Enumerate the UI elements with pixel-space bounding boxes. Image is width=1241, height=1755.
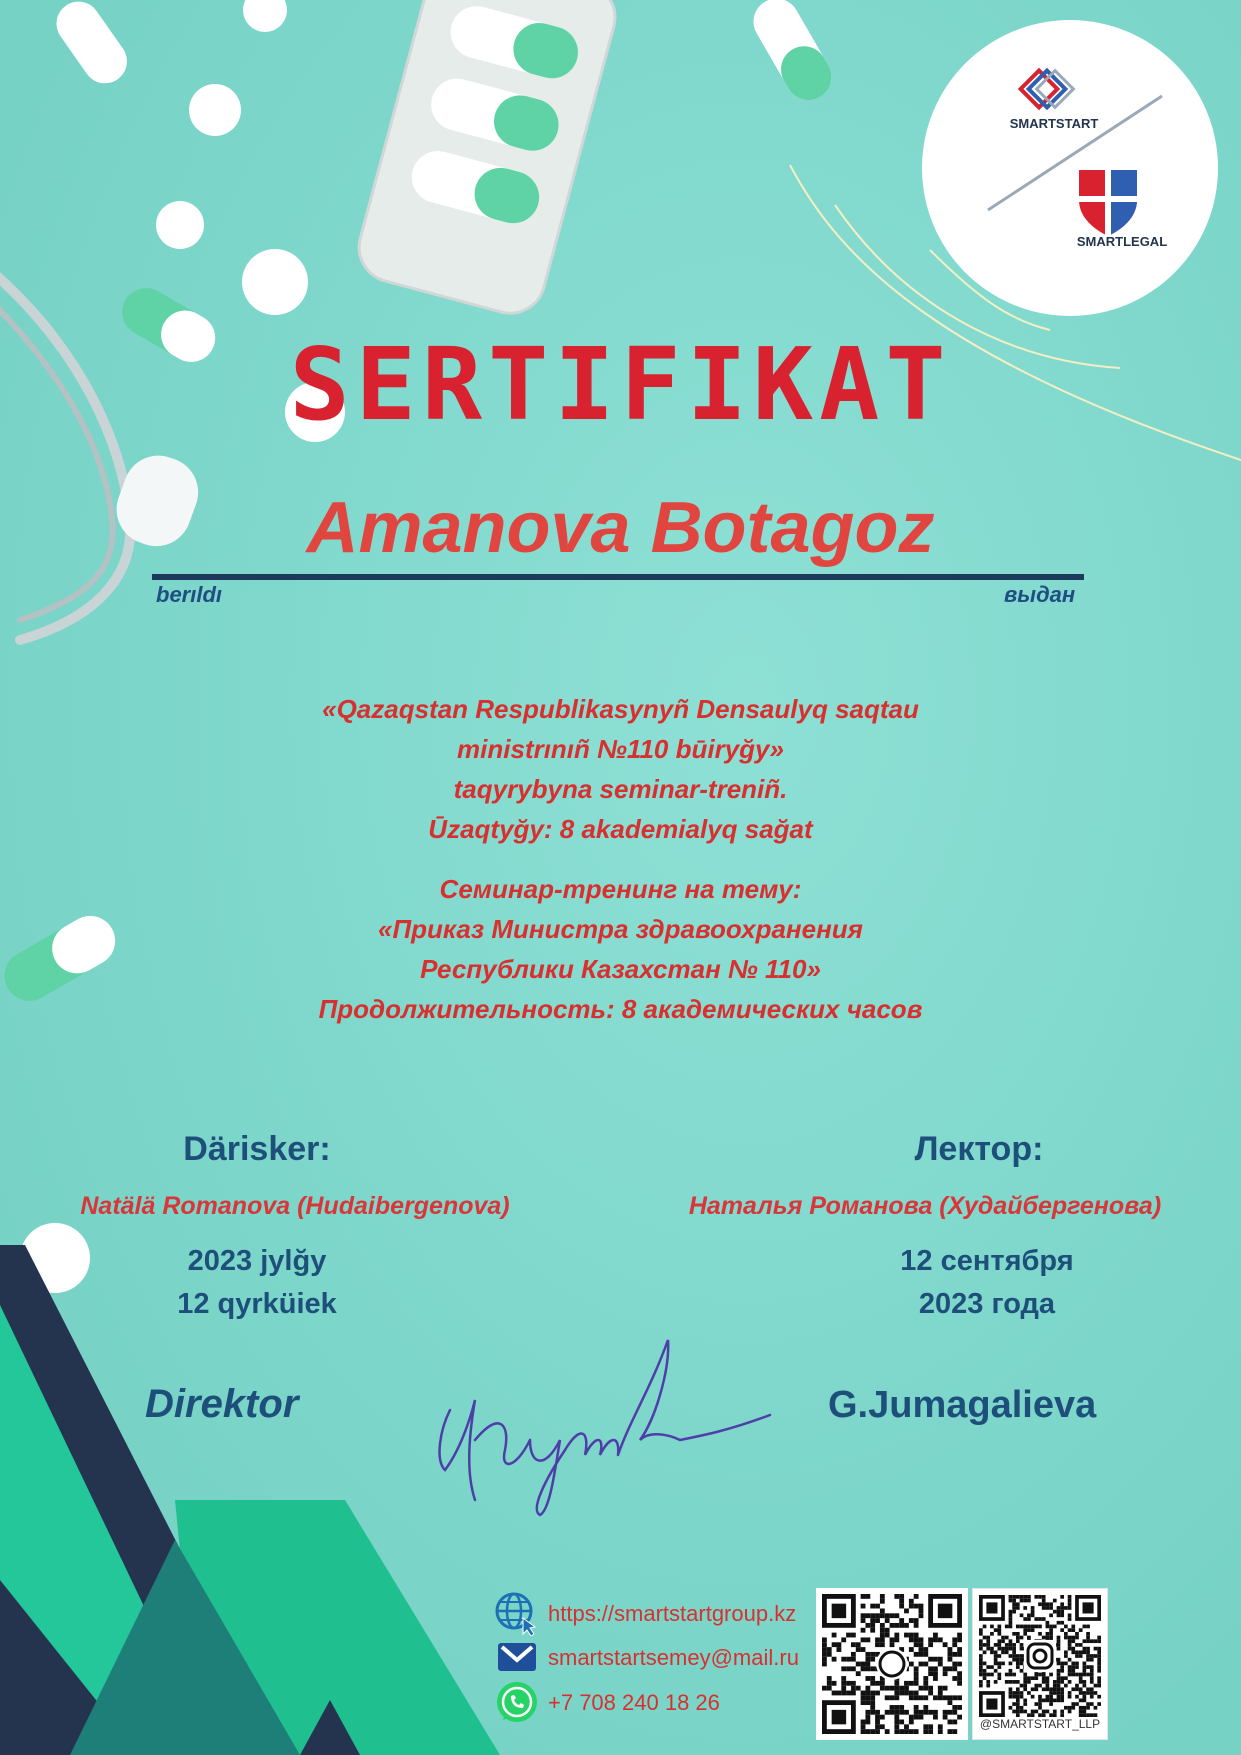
website-qr-code <box>816 1588 968 1740</box>
lecturer-title-kz: Därisker: <box>183 1130 331 1168</box>
email-link[interactable]: smartstartsemey@mail.ru <box>548 1645 799 1670</box>
date-ru-line1: 12 сентября <box>900 1245 1074 1277</box>
description-line: Продолжительность: 8 академических часов <box>318 994 923 1024</box>
description-line: ministrınıñ №110 būiryğy» <box>457 734 784 764</box>
date-kz <box>72 1240 442 1326</box>
description-line: Республики Казахстан № 110» <box>420 954 821 984</box>
logo-graphics <box>922 20 1218 316</box>
date-ru-line2: 2023 года <box>918 1288 1056 1320</box>
smartlegal-shield-icon <box>1079 170 1137 236</box>
handwritten-signature <box>430 1330 780 1520</box>
name-underline <box>152 574 1084 580</box>
whatsapp-icon <box>495 1680 539 1724</box>
certificate-title: SERTIFIKAT <box>289 326 952 443</box>
blister-pack-illustration <box>351 0 623 321</box>
qr-pattern <box>816 1588 968 1740</box>
recipient-name: Amanova Botagoz <box>306 488 935 568</box>
lecturer-name-ru: Наталья Романова (Худайбергенова) <box>688 1192 1162 1220</box>
date-kz-line1: 2023 jylğy <box>187 1245 327 1277</box>
issued-label-kz: berıldı <box>156 582 223 607</box>
description-line: «Приказ Министра здравоохранения <box>377 914 863 944</box>
description-line: Семинар-тренинг на тему: <box>439 874 802 904</box>
stethoscope-illustration <box>0 270 130 640</box>
smartlegal-logo-text: SMARTLEGAL <box>1076 234 1168 249</box>
round-pills <box>20 0 345 1293</box>
instagram-handle: @SMARTSTART_LLP <box>979 1717 1101 1731</box>
signer-name: G.Jumagalieva <box>828 1384 1097 1426</box>
mail-icon <box>496 1640 538 1674</box>
date-ru <box>797 1240 1177 1326</box>
smartstart-logo-text: SMARTSTART <box>1009 116 1099 131</box>
instagram-qr-code <box>972 1588 1108 1740</box>
phone-number[interactable]: +7 708 240 18 26 <box>548 1690 720 1715</box>
signer-role: Direktor <box>145 1382 299 1426</box>
date-kz-line2: 12 qyrküiek <box>177 1288 337 1320</box>
description-kz <box>0 689 1241 849</box>
smartstart-logo-icon <box>1021 71 1074 108</box>
description-line: taqyrybyna seminar-treniñ. <box>453 774 788 804</box>
lecturer-name-kz: Natälä Romanova (Hudaibergenova) <box>80 1192 510 1220</box>
description-ru <box>0 869 1241 1029</box>
description-line: «Qazaqstan Respublikasynyñ Densaulyq saqtau <box>322 694 919 724</box>
qr-pattern <box>973 1589 1107 1723</box>
lecturer-title-ru: Лектор: <box>914 1130 1044 1168</box>
description-line: Ūzaqtyğy: 8 akademialyq sağat <box>428 814 813 844</box>
logo-badge <box>922 20 1218 316</box>
website-link[interactable]: https://smartstartgroup.kz <box>548 1601 797 1626</box>
issued-label-ru: выдан <box>1004 582 1076 607</box>
globe-icon <box>493 1590 539 1636</box>
